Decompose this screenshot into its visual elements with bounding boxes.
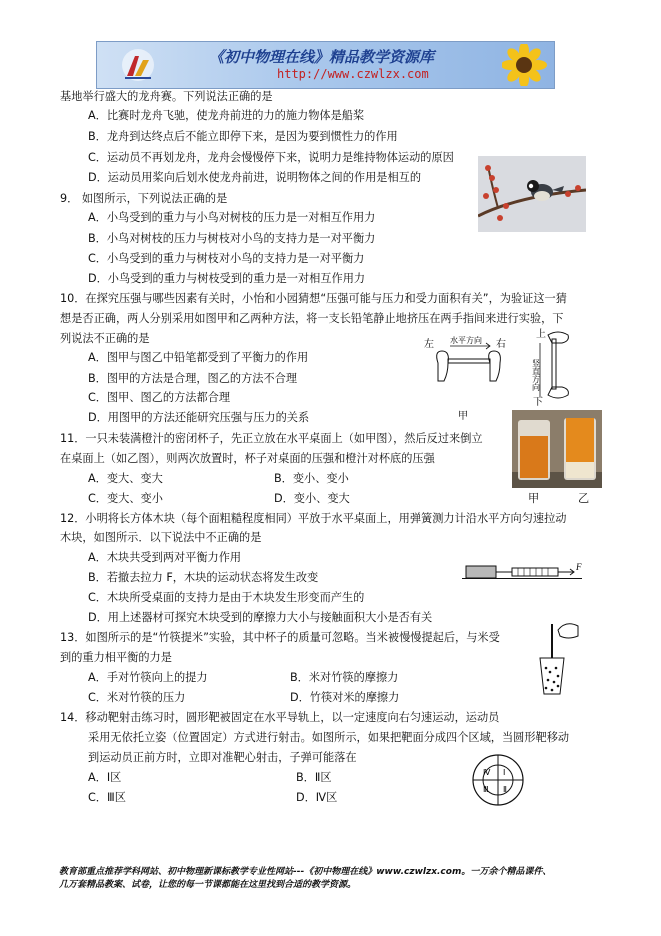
sunflower-icon [502,44,550,86]
pencil-pressure-figure [420,325,582,423]
q14-option-d: D．Ⅳ区 [296,791,338,804]
q11-option-d: D．变小、变大 [274,492,350,505]
q11-option-c: C．变大、变小 [88,492,163,505]
label-left: 左 [424,339,434,350]
label-up: 上 [536,329,546,340]
q9-option-b: B．小鸟对树枝的压力与树枝对小鸟的支持力是一对平衡力 [88,232,376,245]
q12-stem-line2: 木块，如图所示．以下说法中不正确的是 [60,531,262,544]
q8-stem-tail: 基地举行盛大的龙舟赛。下列说法正确的是 [60,90,273,103]
label-jia-pencil: 甲 [458,411,468,422]
footer-line1: 教育部重点推荐学科网站、初中物理新课标教学专业性网站---《初中物理在线》www.czwlzx.com。一万余个精品课件、 [59,867,552,877]
q11-option-a: A．变大、变大 [88,472,163,485]
q11-option-b: B．变小、变小 [274,472,349,485]
q8-option-c: C．运动员不再划龙舟，龙舟会慢慢停下来，说明力是维持物体运动的原因 [88,151,454,164]
header-banner [96,41,555,89]
target-zone-i: Ⅰ [503,768,506,777]
q10-option-b: B．图甲的方法是合理，图乙的方法不合理 [88,372,298,385]
q12-option-a: A．木块共受到两对平衡力作用 [88,551,242,564]
chopstick-rice-figure [530,618,582,698]
q10-option-c: C．图甲、图乙的方法都合理 [88,391,231,404]
q13-stem-line2: 到的重力相平衡的力是 [60,651,172,664]
banner-title: 《初中物理在线》精品教学资源库 [209,48,435,66]
q12-option-d: D．用上述器材可探究木块受到的摩擦力大小与接触面积大小是否有关 [88,611,433,624]
q14-option-b: B．Ⅱ区 [296,771,332,784]
q14-stem-line1: 14．移动靶射击练习时，圆形靶被固定在水平导轨上，以一定速度向右匀速运动，运动员 [60,711,500,724]
q10-stem-line1: 10．在探究压强与哪些因素有关时，小怡和小园猜想“压强可能与压力和受力面积有关”，为验证这一猜 [60,292,567,305]
q12-stem-line1: 12．小明将长方体木块（每个面粗糙程度相同）平放于水平桌面上，用弹簧测力计沿水平方向匀速拉动 [60,512,567,525]
q11-stem-line2: 在桌面上（如乙图），则两次放置时，杯子对桌面的压强和橙汁对杯底的压强 [60,452,435,465]
q9-option-d: D．小鸟受到的重力与树枝受到的重力是一对相互作用力 [88,272,366,285]
q10-stem-line3: 列说法不正确的是 [60,332,150,345]
label-jia-cup: 甲 [528,492,540,505]
q12-option-c: C．木块所受桌面的支持力是由于木块发生形变而产生的 [88,591,365,604]
site-logo-icon [121,48,155,82]
bird-on-branch-figure [478,156,586,232]
q10-option-a: A．图甲与图乙中铅笔都受到了平衡力的作用 [88,351,309,364]
q8-option-d: D．运动员用桨向后划水使龙舟前进，说明物体之间的作用是相互的 [88,171,422,184]
label-yi-cup: 乙 [578,492,590,505]
target-zone-iv: Ⅳ [483,768,491,777]
q13-option-b: B．米对竹筷的摩擦力 [290,671,399,684]
q12-option-b: B．若撤去拉力 F，木块的运动状态将发生改变 [88,571,319,584]
q14-stem-line3: 到运动员正前方时，立即对准靶心射击，子弹可能落在 [88,751,357,764]
q9-option-c: C．小鸟受到的重力与树枝对小鸟的支持力是一对平衡力 [88,252,365,265]
block-spring-scale-figure [462,560,588,586]
label-horizontal-direction: 水平方向 [450,336,482,345]
q13-option-d: D．竹筷对米的摩擦力 [290,691,400,704]
label-down: 下 [533,397,543,408]
label-right: 右 [496,339,506,350]
q10-stem-line2: 想是否正确，两人分别采用如图甲和乙两种方法，将一支长铅笔静止地挤压在两手指间来进行实验，下 [60,312,564,325]
q14-stem-line2: 采用无依托立姿（位置固定）方式进行射击。如图所示，如果把靶面分成四个区域，当圆形靶移动 [88,731,570,744]
q9-option-a: A．小鸟受到的重力与小鸟对树枝的压力是一对相互作用力 [88,211,376,224]
q13-option-a: A．手对竹筷向上的提力 [88,671,208,684]
q13-option-c: C．米对竹筷的压力 [88,691,186,704]
banner-url: http://www.czwlzx.com [277,67,429,81]
q11-stem-line1: 11．一只未装满橙汁的密闭杯子，先正立放在水平桌面上（如甲图），然后反过来倒立 [60,432,483,445]
label-vertical-direction: 竖直方向 [531,359,541,391]
q13-stem-line1: 13．如图所示的是“竹筷提米”实验，其中杯子的质量可忽略。当米被慢慢提起后，与米受 [60,631,500,644]
footer-line2: 几万套精品教案、试卷，让您的每一节课都能在这里找到合适的教学资源。 [59,880,357,890]
q14-option-a: A．Ⅰ区 [88,771,122,784]
label-force-f: F [576,562,582,572]
target-figure [470,752,526,808]
q14-option-c: C．Ⅲ区 [88,791,126,804]
orange-juice-cups-figure [512,410,602,488]
q8-option-a: A．比赛时龙舟飞驰，使龙舟前进的力的施力物体是船桨 [88,109,365,122]
q8-option-b: B．龙舟到达终点后不能立即停下来，是因为要到惯性力的作用 [88,130,398,143]
target-zone-iii: Ⅲ [483,785,489,794]
q10-option-d: D．用图甲的方法还能研究压强与压力的关系 [88,411,310,424]
q9-stem: 9． 如图所示，下列说法正确的是 [60,192,228,205]
target-zone-ii: Ⅱ [503,785,507,794]
